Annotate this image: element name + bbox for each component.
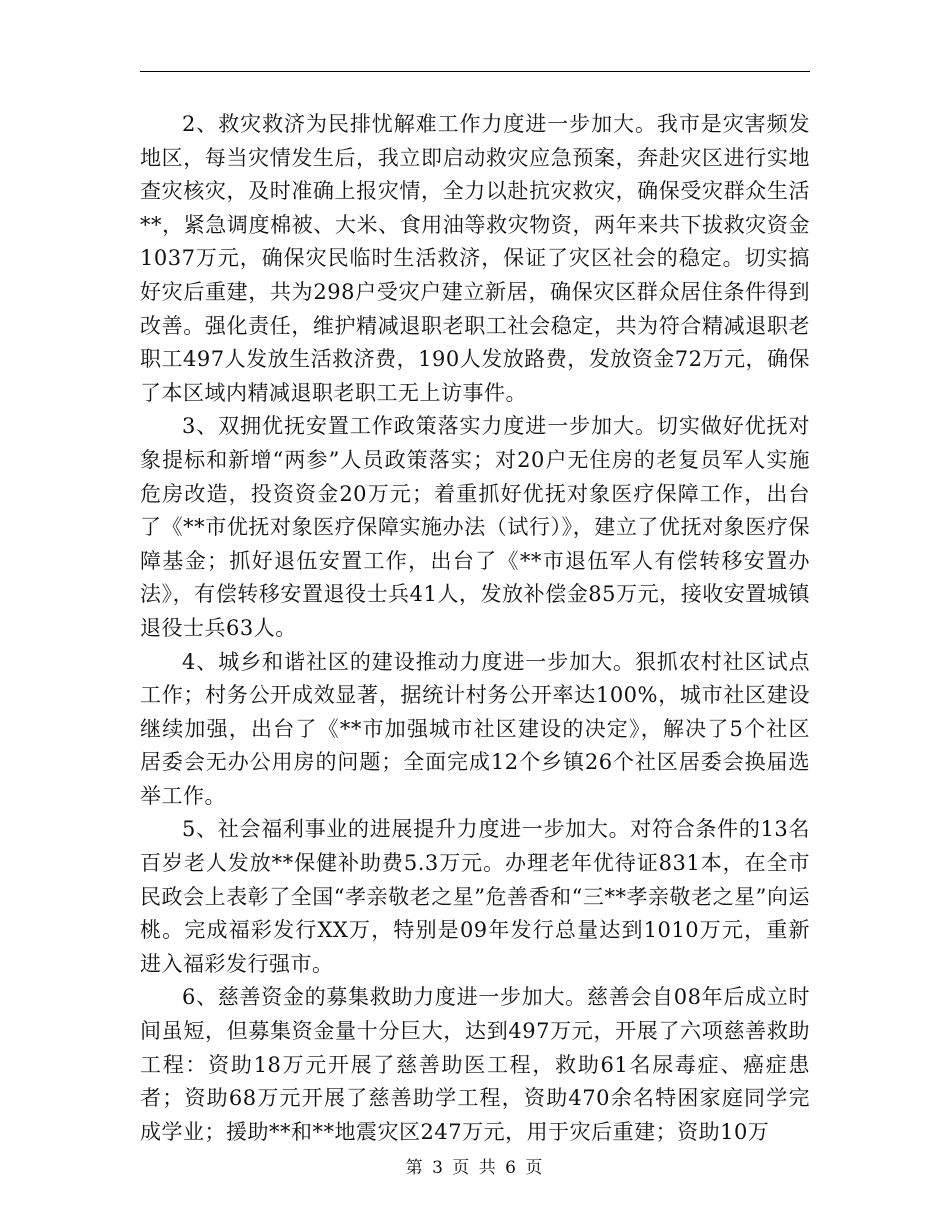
paragraph-4: 4、城乡和谐社区的建设推动力度进一步加大。狠抓农村社区试点工作；村务公开成效显著，据统计村务公开率达100%，城市社区建设继续加强，出台了《**市加强城市社区建设的决定》，解决了5个社区居委会无办公用房的问题；全面完成12个乡镇26个社区居委会换届选举工作。 <box>140 649 810 808</box>
paragraph-2: 2、救灾救济为民排忧解难工作力度进一步加大。我市是灾害频发地区，每当灾情发生后，我立即启动救灾应急预案，奔赴灾区进行实地查灾核灾，及时准确上报灾情，全力以赴抗灾救灾，确保受灾群众生活**，紧急调度棉被、大米、食用油等救灾物资，两年来共下拔救灾资金1037万元，确保灾民临时生活救济，保证了灾区社会的稳定。切实搞好灾后重建，共为298户受灾户建立新居，确保灾区群众居住条件得到改善。强化责任，维护精减退职老职工社会稳定，共为符合精减退职老职工497人发放生活救济费，190人发放路费，发放资金72万元，确保了本区域内精减退职老职工无上访事件。 <box>140 112 810 405</box>
body-text <box>140 108 810 1149</box>
paragraph-5: 5、社会福利事业的进展提升力度进一步加大。对符合条件的13名百岁老人发放**保健补助费5.3万元。办理老年优待证831本，在全市民政会上表彰了全国“孝亲敬老之星”危善香和“三**孝亲敬老之星”向运桃。完成福彩发行XX万，特别是09年发行总量达到1010万元，重新进入福彩发行强市。 <box>140 817 810 976</box>
header-rule <box>140 71 810 72</box>
paragraph-6: 6、慈善资金的募集救助力度进一步加大。慈善会自08年后成立时间虽短，但募集资金量十分巨大，达到497万元，开展了六项慈善救助工程：资助18万元开展了慈善助医工程，救助61名尿毒症、癌症患者；资助68万元开展了慈善助学工程，资助470余名特困家庭同学完成学业；援助**和**地震灾区247万元，用于灾后重建；资助10万 <box>140 985 810 1144</box>
paragraph-3: 3、双拥优抚安置工作政策落实力度进一步加大。切实做好优抚对象提标和新增“两参”人员政策落实；对20户无住房的老复员军人实施危房改造，投资资金20万元；着重抓好优抚对象医疗保障工作，出台了《**市优抚对象医疗保障实施办法（试行）》，建立了优抚对象医疗保障基金；抓好退伍安置工作，出台了《**市退伍军人有偿转移安置办法》，有偿转移安置退役士兵41人，发放补偿金85万元，接收安置城镇退役士兵63人。 <box>140 414 810 640</box>
page-footer: 第 3 页 共 6 页 <box>405 1158 545 1178</box>
